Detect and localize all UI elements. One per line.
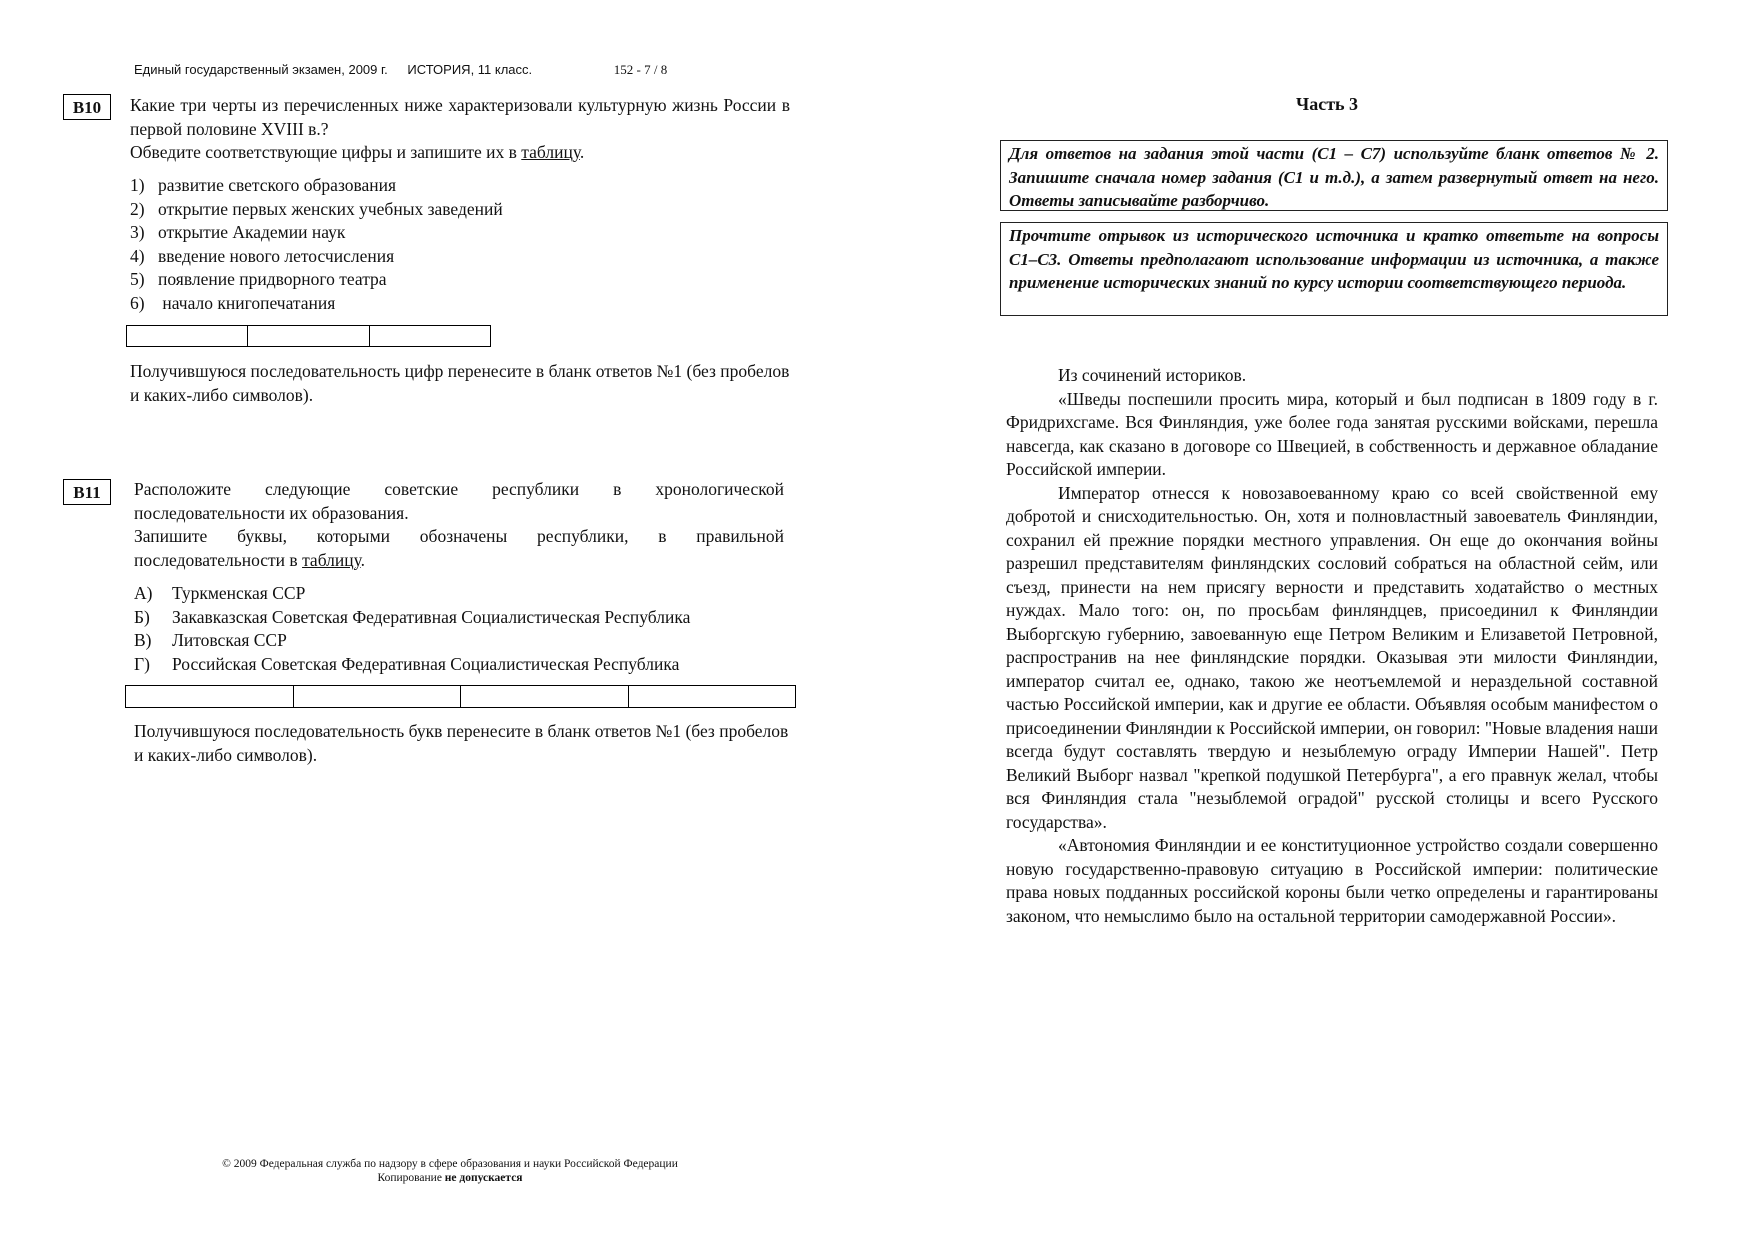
option-number: 3) [130,222,145,242]
answer-table-b10 [126,325,491,347]
source-paragraph: «Автономия Финляндии и ее конституционное устройство создали совершенно новую государственно-правовую ситуацию в Российской империи: политические права новых подданных российской короны были четко определены и гарантированы законом, что немыслимо было на остальной территории самодержавной России». [1006,835,1658,926]
question-b11-text [134,478,784,572]
instruction-end: . [360,549,365,570]
answer-cell[interactable] [126,686,294,708]
table-link: таблицу [302,549,361,570]
option-text: открытие Академии наук [158,222,346,242]
option-number: 2) [130,198,145,219]
page-footer [160,1157,740,1185]
table-link: таблицу [521,142,580,162]
option-letter: А) [134,583,153,603]
instruction-end: . [579,142,585,162]
source-paragraph: Император отнесся к новозавоеванному краю со всей свойственной ему добротой и снисходительностью. Он, хотя и полновластный завоеватель Финляндии, сохранил ей прежние порядки местного управления. Он еще до окончания войны разрешил представителям финляндских сословий собраться на областной сейм, или съезд, принести на нем присягу верности и представить ходатайство о местных нуждах. Мало того: он, по просьбам финляндцев, присоединил к Финляндии Выборгскую губернию, завоеванную еще Петром Великим и Елизаветой Петровной, распространив на нее финляндские порядки. Оказывая эти милости Финляндии, император считал ее, однако, такою же неотъемлемой и нераздельной составной частью Российской империи, как и другие ее области. Объявляя особым манифестом о присоединении Финляндии к Российской империи, он говорил: "Новые владения наши всегда будут составлять твердую и незыблемую ограду Империи Нашей". Петр Великий Выборг назвал "крепкой подушкой Петербурга", а его правнук желал, чтобы вся Финляндия стала "незыблемой оградой" русской столицы и всего Русского государства». [1006,482,1658,832]
source-paragraph: «Шведы поспешили просить мира, который и был подписан в 1809 году в г. Фридрихсгаме. Вся Финляндия, уже более года занятая русскими войсками, перешла навсегда, как сказано в договоре со Швецией, в собственность и державное обладание Российской империи. [1006,388,1658,479]
question-b10-transfer: Получившуюся последовательность цифр перенесите в бланк ответов №1 (без пробелов и каких-либо символов). [130,361,790,405]
option-text: введение нового летосчисления [158,245,395,266]
option-number: 4) [130,245,145,266]
instruction-text: Запишите буквы, которыми обозначены республики, в правильной последовательности в [134,526,784,570]
historical-source [1006,364,1658,928]
instruction-text: Обведите соответствующие цифры и запишите их в [130,142,517,162]
option-item [134,629,690,653]
answer-cell[interactable] [127,326,248,347]
option-item [134,582,690,606]
option-item [130,198,503,222]
question-b10-text [130,94,790,165]
question-b11-badge: В11 [63,479,111,505]
option-number: 5) [130,269,145,289]
option-text: Российская Советская Федеративная Социалистическая Республика [172,653,680,674]
option-number: 6) [130,292,145,313]
exam-title: Единый государственный экзамен, 2009 г. [134,62,388,77]
question-b11-options [134,582,690,676]
part3-instruction-box: Для ответов на задания этой части (С1 – С7) используйте бланк ответов № 2. Запишите сначала номер задания (С1 и т.д.), а затем развернутый ответ на него. Ответы записывайте разборчиво. [1000,140,1668,211]
question-b10-options [130,174,503,315]
copy-notice [160,1171,740,1185]
option-text: Закавказская Советская Федеративная Социалистическая Республика [172,606,691,627]
answer-table-b11 [125,685,796,708]
option-item [130,174,503,198]
copy-notice-bold: не допускается [444,1172,523,1184]
answer-cell[interactable] [293,686,461,708]
question-b11-transfer: Получившуюся последовательность букв перенесите в бланк ответов №1 (без пробелов и каких-либо символов). [134,721,789,765]
part3-source-instruction-box: Прочтите отрывок из исторического источника и кратко ответьте на вопросы С1–С3. Ответы предполагают использование информации из источника, а также применение исторических знаний по курсу истории соответствующего периода. [1000,222,1668,316]
option-item [130,221,503,245]
option-item [130,245,503,269]
question-b11-prompt: Расположите следующие советские республики в хронологической последовательности их образования. [134,479,784,523]
question-b11-instruction [134,525,784,572]
source-intro: Из сочинений историков. [1058,365,1247,385]
copy-notice-text: Копирование [377,1172,445,1184]
answer-cell[interactable] [369,326,490,347]
option-text: появление придворного театра [158,269,387,289]
option-letter: Б) [134,606,150,627]
option-text: развитие светского образования [158,175,397,195]
option-text: начало книгопечатания [158,292,336,313]
exam-subject: ИСТОРИЯ, 11 класс. [407,62,533,77]
answer-cell[interactable] [628,686,796,708]
option-number: 1) [130,175,145,195]
option-item [130,292,503,316]
option-item [134,653,690,677]
question-b10-badge: В10 [63,94,111,120]
option-text: Туркменская ССР [172,583,306,603]
option-letter: В) [134,630,152,650]
option-text: Литовская ССР [172,630,287,650]
answer-cell[interactable] [248,326,369,347]
option-text: открытие первых женских учебных заведений [158,198,503,219]
page-header [134,62,667,78]
copyright-line: © 2009 Федеральная служба по надзору в сфере образования и науки Российской Федерации [222,1158,678,1170]
question-b10-prompt: Какие три черты из перечисленных ниже характеризовали культурную жизнь России в первой половине XVIII в.? [130,95,790,139]
page-number: 152 - 7 / 8 [613,62,668,77]
part3-title: Часть 3 [1296,94,1359,114]
question-b10-instruction [130,141,790,165]
option-item [130,268,503,292]
option-letter: Г) [134,653,150,674]
answer-cell[interactable] [461,686,629,708]
option-item [134,606,690,630]
